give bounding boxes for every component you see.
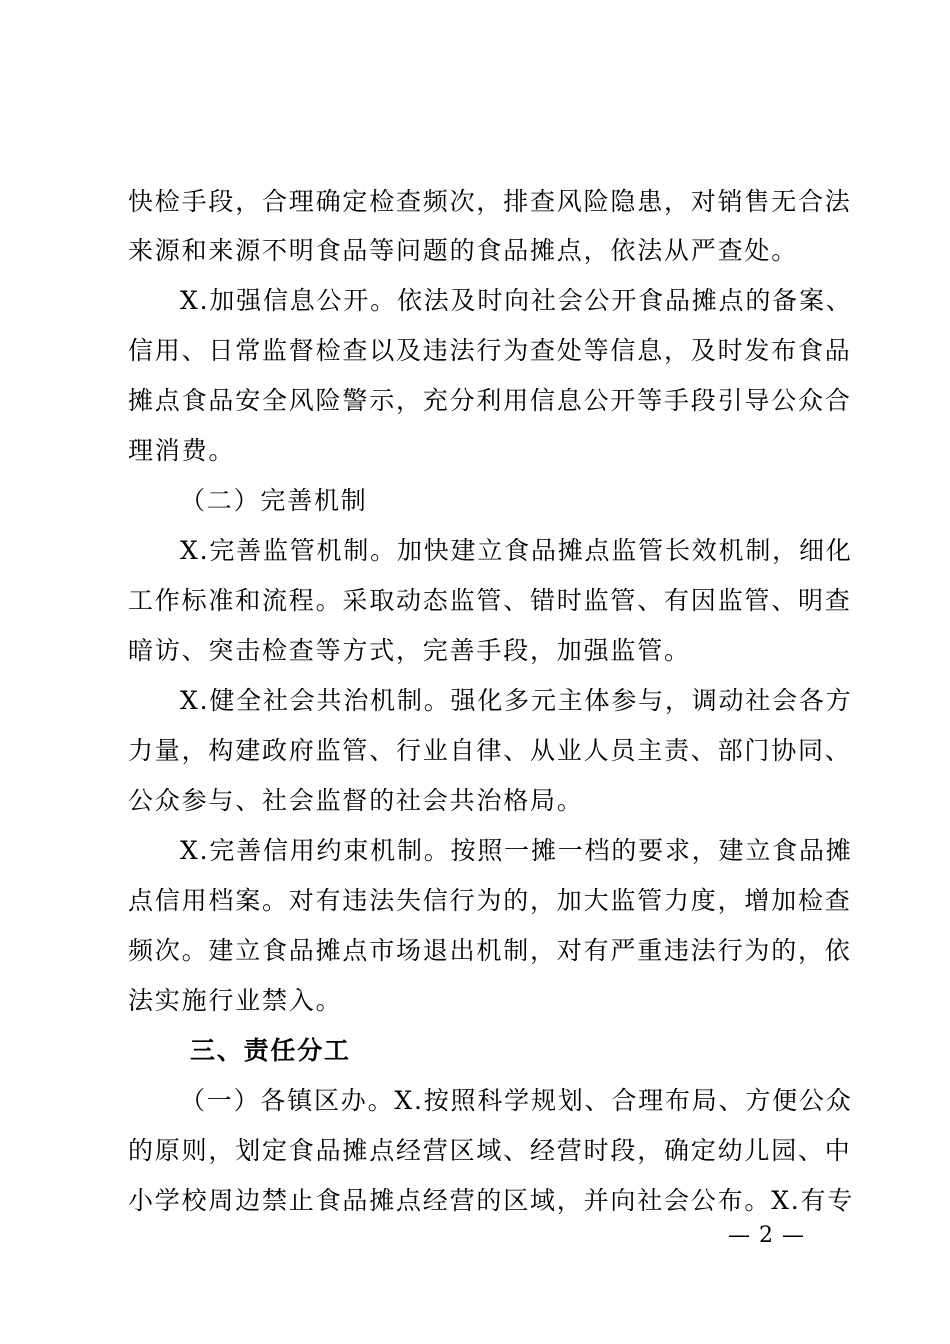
text-line: 暗访、突击检查等方式，完善手段，加强监管。 <box>128 636 691 665</box>
paragraph-start: X.完善监管机制。加快建立食品摊点监管长效机制，细化 <box>180 536 853 565</box>
text-line: 频次。建立食品摊点市场退出机制，对有严重违法行为的，依 <box>128 936 852 965</box>
text-line: 小学校周边禁止食品摊点经营的区域，并向社会公布。X.有专 <box>128 1186 855 1215</box>
text-line: 摊点食品安全风险警示，充分利用信息公开等手段引导公众合 <box>128 386 852 415</box>
text-line: 公众参与、社会监督的社会共治格局。 <box>128 786 584 815</box>
text-line: 来源和来源不明食品等问题的食品摊点，依法从严查处。 <box>128 236 799 265</box>
paragraph-start: X.完善信用约束机制。按照一摊一档的要求，建立食品摊 <box>180 836 853 865</box>
paragraph-start: X.加强信息公开。依法及时向社会公开食品摊点的备案、 <box>180 286 853 315</box>
paragraph-start: （一）各镇区办。X.按照科学规划、合理布局、方便公众 <box>180 1086 853 1115</box>
page-number: — 2 — <box>728 1223 805 1248</box>
section-heading: （二）完善机制 <box>180 486 368 515</box>
text-line: 力量，构建政府监管、行业自律、从业人员主责、部门协同、 <box>128 736 852 765</box>
text-line: 的原则，划定食品摊点经营区域、经营时段，确定幼儿园、中 <box>128 1136 852 1165</box>
text-line: 法实施行业禁入。 <box>128 986 343 1015</box>
text-line: 工作标准和流程。采取动态监管、错时监管、有因监管、明查 <box>128 586 852 615</box>
text-line: 理消费。 <box>128 436 236 465</box>
text-line: 点信用档案。对有违法失信行为的，加大监管力度，增加检查 <box>128 886 852 915</box>
paragraph-start: X.健全社会共治机制。强化多元主体参与，调动社会各方 <box>180 686 853 715</box>
text-line: 信用、日常监督检查以及违法行为查处等信息，及时发布食品 <box>128 336 852 365</box>
text-line: 快检手段，合理确定检查频次，排查风险隐患，对销售无合法 <box>128 187 852 216</box>
chapter-heading: 三、责任分工 <box>190 1036 351 1065</box>
